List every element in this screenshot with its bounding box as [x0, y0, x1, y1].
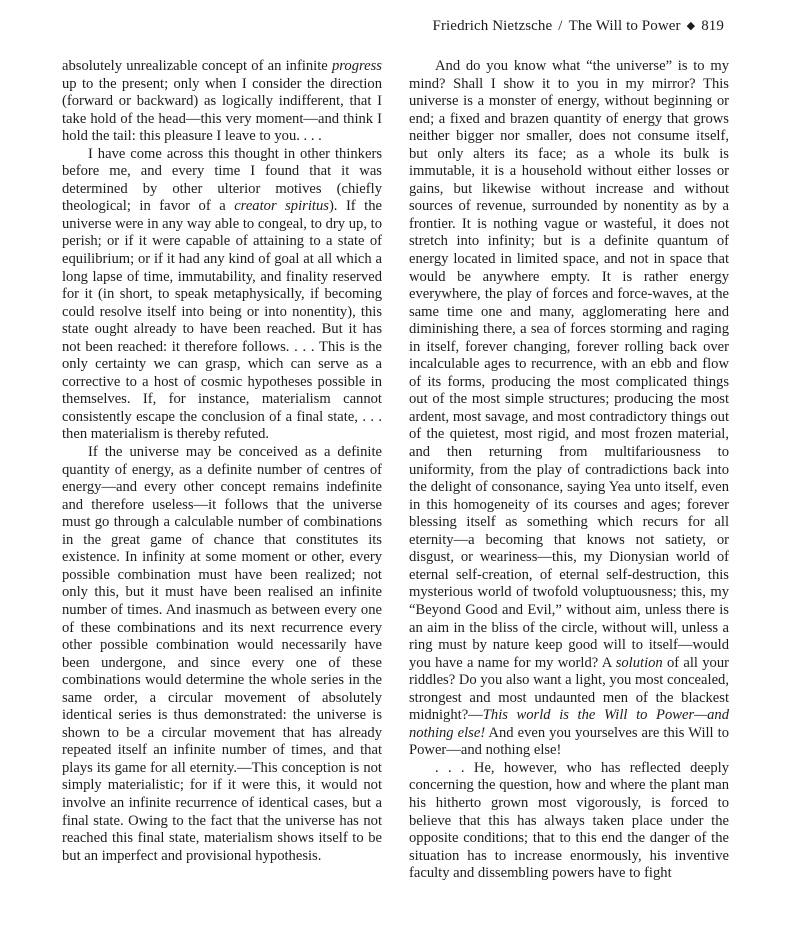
italic-phrase: This world is the Will to Power—and nothing else! [409, 707, 729, 741]
text-run: absolutely unrealizable concept of an infinite [62, 58, 332, 74]
left-paragraph-1 [62, 58, 382, 146]
header-book-title: The Will to Power [568, 18, 681, 34]
text-run: ). If the universe were in any way able to congeal, to dry up, to perish; or if it were capable of attaining to a state of equilibrium; or if it had any kind of goal at all which a long lapse of time, immutability, and finality reserved for it (in short, to speak metaphysically, if becoming could resolve itself into being or into nonentity), this state ought already to have been reached. But it has not been reached: it therefore follows. . . . This is the only certainty we can grasp, which can serve as a corrective to a host of cosmic hypotheses possible in themselves. If, for instance, materialism cannot consistently escape the conclusion of a final state, . . . then materialism is thereby refuted. [62, 198, 383, 443]
text-run: I have come across this thought in other thinkers before me, and every time I found that it was determined by other ulterior motives (chiefly theological; in favor of a [62, 145, 382, 215]
running-head [433, 18, 725, 35]
text-run: And even you yourselves are this Will to Power—and nothing else! [409, 724, 729, 759]
italic-phrase: creator spiritus [234, 198, 329, 215]
diamond-ornament-icon: ◆ [686, 20, 696, 32]
text-run: And do you know what “the universe” is to my mind? Shall I show it to you in my mirror? This universe is a monster of energy, without beginning or end; a fixed and brazen quantity of energy that grows neither bigger nor smaller, does not consume itself, but only alters its face; as a whole its bulk is immutable, it is a household without either losses or gains, but likewise without increase and without sources of revenue, surrounded by nonentity as by a frontier. It is nothing vague or wasteful, it does not stretch into infinity; but is a definite quantum of energy located in limited space, and not in space that would be anywhere empty. It is rather energy everywhere, the play of forces and force-waves, at the same time one and many, agglomerating here and diminishing there, a sea of forces storming and raging in itself, forever changing, forever rolling back over incalculable ages to recurrence, with an ebb and flow of its forms, producing the most complicated things out of the most simple structures; producing the most ardent, most savage, and most contradictory things out of the quietest, most rigid, and most frozen material, and then returning from multifariousness to uniformity, from the play of contradictions back into the delight of consonance, saying Yea unto itself, even in this homogeneity of its courses and ages; forever blessing itself as something which recurs for all eternity—a becoming that knows not satiety, or disgust, or weariness—this, my Dionysian world of eternal self-creation, of eternal self-destruction, this mysterious world of twofold voluptuousness; this, my “Beyond Good and Evil,” without aim, unless there is an aim in the bliss of the circle, without will, unless a ring must by nature keep good will to itself—would you have a name for my world? A [409, 58, 729, 671]
header-author: Friedrich Nietzsche [432, 18, 553, 34]
left-paragraph-2 [62, 146, 382, 444]
right-paragraph-1 [409, 58, 729, 760]
text-run: up to the present; only when I consider the direction (forward or backward) as logically indifferent, that I take hold of the head—this very moment—and think I hold the tail: this pleasure I leave to you. . . . [62, 75, 382, 145]
right-column [409, 58, 729, 883]
text-run: of all your riddles? Do you also want a light, you most concealed, strongest and most undaunted men of the blackest midnight?— [409, 654, 729, 724]
left-paragraph-3: If the universe may be conceived as a definite quantity of energy, as a definite number of centres of energy—and every other concept remains indefinite and therefore useless—it follows that the universe must go through a calculable number of combinations in the great game of chance that constitutes its existence. In infinity at some moment or other, every possible combination must have been realized; not only this, but it must have been realised an infinite number of times. And inasmuch as between every one of these combinations and its next recurrence every other possible combination would necessarily have been undergone, and since every one of these combinations would determine the whole series in the same order, a circular movement of absolutely identical series is thus demonstrated: the universe is shown to be a circular movement that has already repeated itself an infinite number of times, and that plays its game for all eternity.—This conception is not simply materialistic; for if it were this, it would not involve an infinite recurrence of identical cases, but a final state. Owing to the fact that the universe has not reached this final state, materialism shows itself to be but an imperfect and provisional hypothesis. [62, 444, 382, 864]
page-number: 819 [701, 18, 724, 34]
left-column [62, 58, 382, 865]
header-separator: / [558, 18, 563, 34]
italic-phrase: progress [331, 58, 382, 74]
right-paragraph-2: . . . He, however, who has reflected deeply concerning the question, how and where the plant man his hitherto grown most vigorously, is forced to believe that this has always taken place under the opposite conditions; that to this end the danger of the situation has to increase enormously, his inventive faculty and dissembling powers have to fight [409, 759, 729, 882]
italic-phrase: solution [615, 654, 663, 671]
